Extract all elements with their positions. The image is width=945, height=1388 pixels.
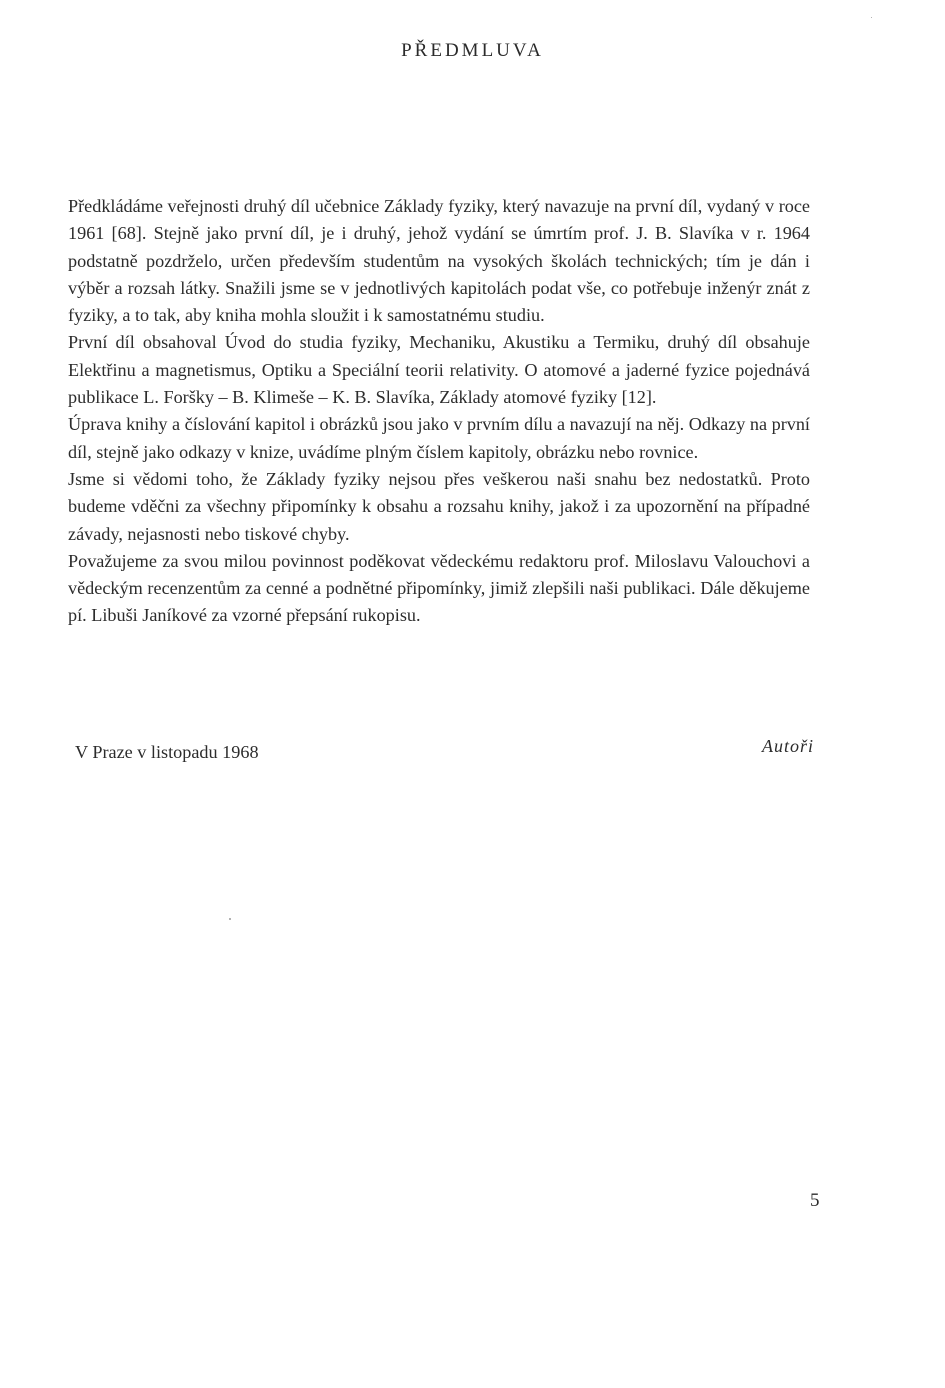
preface-body xyxy=(68,193,810,630)
place-and-date: V Praze v listopadu 1968 xyxy=(75,742,259,762)
page-title: PŘEDMLUVA xyxy=(401,40,544,61)
authors-signature: Autoři xyxy=(761,736,814,756)
print-speck xyxy=(229,918,231,920)
print-speck xyxy=(871,17,872,18)
paragraph-2: První díl obsahoval Úvod do studia fyziky, Mechaniku, Akustiku a Termiku, druhý díl obsahuje Elektřinu a magnetismus, Optiku a Speciální teorii relativity. O atomové a jaderné fyzice pojednává publikace L. Foršky – B. Klimeše – K. B. Slavíka, Základy atomové fyziky [12]. xyxy=(68,332,810,408)
paragraph-1: Předkládáme veřejnosti druhý díl učebnice Základy fyziky, který navazuje na první díl, vydaný v roce 1961 [68]. Stejně jako první díl, je i druhý, jehož vydání se úmrtím prof. J. B. Slavíka v r. 1964 podstatně pozdrželo, určen především studentům na vysokých školách technických; tím je dán i výběr a rozsah látky. Snažili jsme se v jednotlivých kapitolách podat vše, co potřebuje inženýr znát z fyziky, a to tak, aby kniha mohla sloužit i k samostatnému studiu. xyxy=(68,196,810,326)
page-number: 5 xyxy=(810,1190,820,1211)
paragraph-4: Jsme si vědomi toho, že Základy fyziky nejsou přes veškerou naši snahu bez nedostatků. Proto budeme vděčni za všechny připomínky k obsahu a rozsahu knihy, jakož i za upozornění na případné závady, nejasnosti nebo tiskové chyby. xyxy=(68,468,810,544)
paragraph-5: Považujeme za svou milou povinnost poděkovat vědeckému redaktoru prof. Miloslavu Valouchovi a vědeckým recenzentům za cenné a podnětné připomínky, jimiž zlepšili naši publikaci. Dále děkujeme pí. Libuši Janíkové za vzorné přepsání rukopisu. xyxy=(68,550,810,626)
paragraph-3: Úprava knihy a číslování kapitol i obrázků jsou jako v prvním dílu a navazují na něj. Odkazy na první díl, stejně jako odkazy v knize, uvádíme plným číslem kapitoly, obrázku nebo rovnice. xyxy=(68,414,810,462)
